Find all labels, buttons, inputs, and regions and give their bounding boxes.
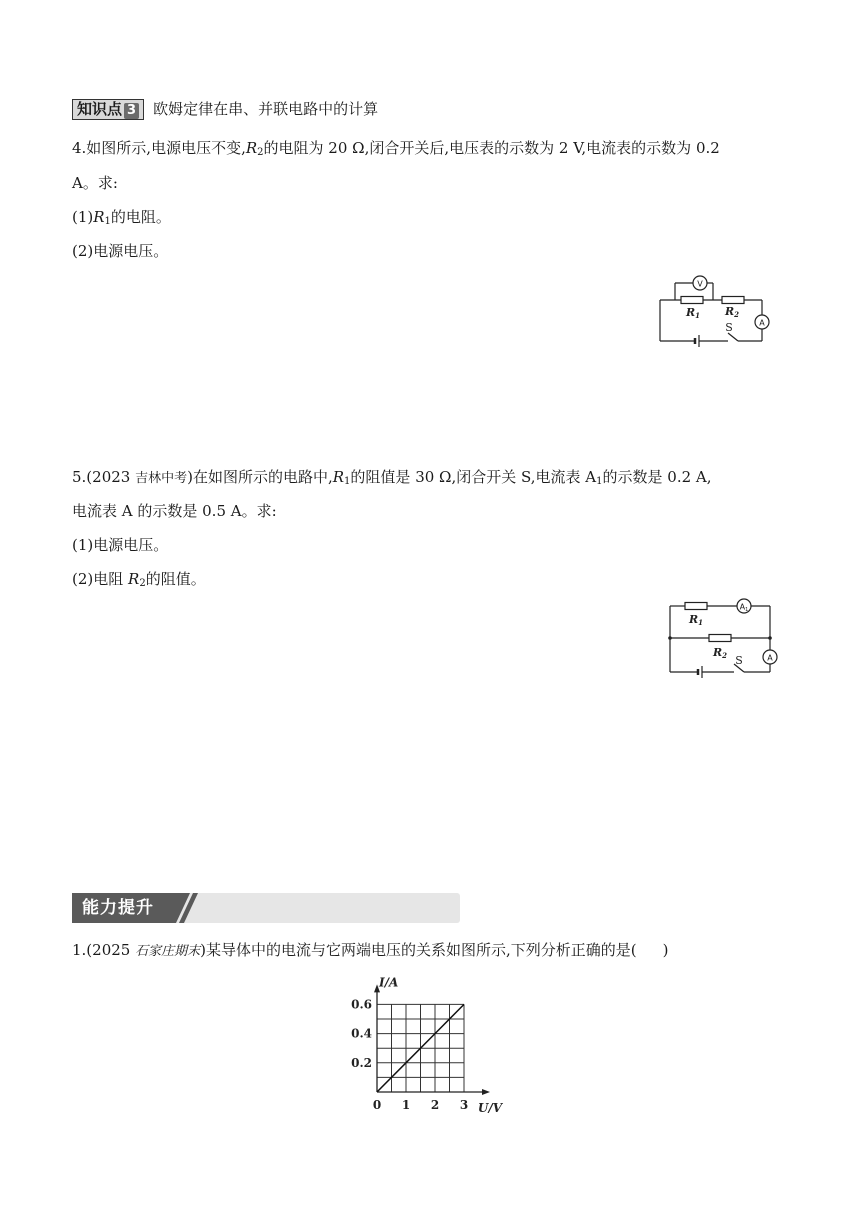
q5-switch-label: S bbox=[735, 654, 743, 667]
q5-ammeter1-label: A1 bbox=[739, 602, 749, 613]
chart-x-axis-arrow bbox=[482, 1089, 490, 1095]
knowledge-point-number: 3 bbox=[124, 103, 139, 119]
chart-x-tick-label: 2 bbox=[430, 1098, 440, 1112]
q4-line1: 4.如图所示,电源电压不变$,R_2$的电阻为 20 Ω,闭合开关后,电压表的示数为 2 V,电流表的示数为 0.2 bbox=[72, 139, 720, 158]
q4-sub1: $(1)R_1$的电阻。 bbox=[72, 208, 171, 227]
chart-labels bbox=[351, 975, 504, 1115]
chart-x-tick-label: 0 bbox=[372, 1098, 382, 1112]
q4-r1-label: R1 bbox=[685, 306, 701, 320]
q5-r2-label: R2 bbox=[712, 646, 728, 660]
q4-sub2: (2)电源电压。 bbox=[72, 242, 169, 260]
q4-ammeter-label: A bbox=[759, 318, 765, 328]
chart-x-axis-label: U/V bbox=[477, 1101, 503, 1115]
q4-circuit-diagram bbox=[655, 270, 775, 350]
chart-y-tick-label: 0.4 bbox=[351, 1026, 372, 1041]
q5-circuit-diagram bbox=[662, 594, 784, 680]
q4-voltmeter-label: V bbox=[697, 279, 703, 289]
q5-line2: 电流表 A 的示数是 0.5 A。求: bbox=[72, 502, 277, 520]
chart-y-tick-label: 0.6 bbox=[351, 997, 372, 1012]
section-title: 能力提升 bbox=[82, 898, 154, 918]
q4-resistor-r2 bbox=[722, 297, 744, 304]
q5-resistor-r2 bbox=[709, 635, 731, 642]
ability-section-bar bbox=[72, 893, 460, 923]
q4-r2-label: R2 bbox=[724, 305, 740, 319]
q5-junction-left bbox=[668, 636, 672, 640]
knowledge-point-badge: 知识点 3 bbox=[72, 99, 144, 120]
q5-junction-right bbox=[768, 636, 772, 640]
chart-x-tick-label: 1 bbox=[401, 1098, 411, 1112]
iu-chart bbox=[340, 968, 520, 1118]
ability-q1-line: 1.(2025 石家庄期末)某导体中的电流与它两端电压的关系如图所示,下列分析正确的是( ) bbox=[72, 941, 669, 959]
q4-resistor-r1 bbox=[681, 297, 703, 304]
q5-sub1: (1)电源电压。 bbox=[72, 536, 169, 554]
q5-ammeter-label: A bbox=[767, 653, 773, 663]
q5-r1-label: R1 bbox=[688, 613, 704, 627]
chart-y-axis-label: I/A bbox=[379, 975, 399, 990]
knowledge-point-title: 欧姆定律在串、并联电路中的计算 bbox=[153, 100, 379, 118]
q5-sub2: (2)电阻 $R_2$的阻值。 bbox=[72, 570, 206, 589]
chart-y-tick-label: 0.2 bbox=[351, 1055, 372, 1070]
chart-x-tick-label: 3 bbox=[459, 1098, 469, 1112]
q4-line2: A。求: bbox=[72, 174, 118, 192]
q4-switch-label: S bbox=[725, 321, 733, 334]
q5-resistor-r1 bbox=[685, 603, 707, 610]
knowledge-point-header bbox=[72, 98, 378, 120]
q4-switch bbox=[728, 333, 738, 341]
q5-line1: 5.(2023 吉林中考)在如图所示的电路中$,R_1$的阻值是 30 Ω,闭合开关 S,电流表 $A_1$的示数是 0.2 A, bbox=[72, 468, 712, 487]
